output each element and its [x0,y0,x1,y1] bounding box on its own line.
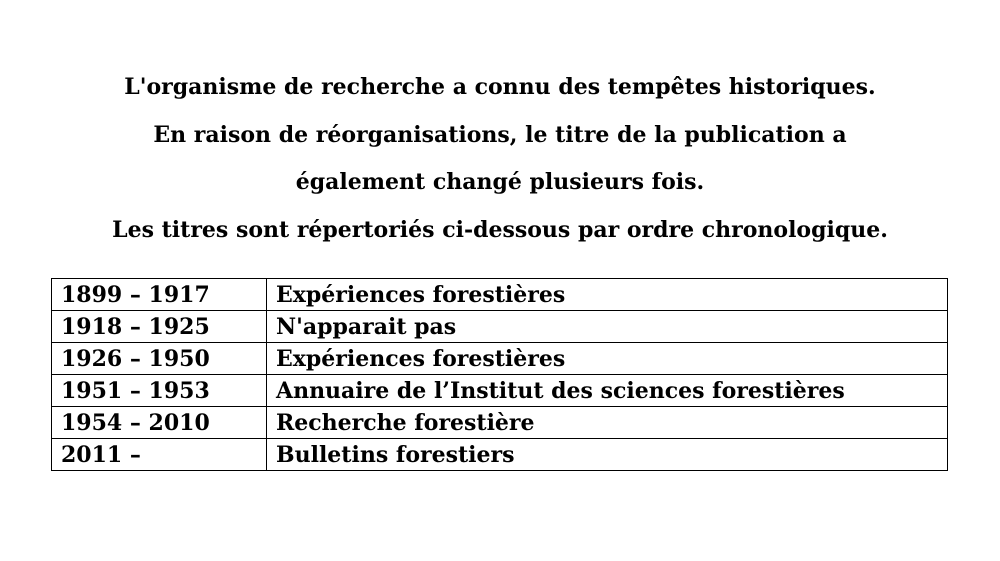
intro-line: Les titres sont répertoriés ci-dessous par ordre chronologique. [112,216,888,243]
period-cell: 1918 – 1925 [52,311,267,343]
intro-line: En raison de réorganisations, le titre de la publication a [153,121,847,148]
period-cell: 1954 – 2010 [52,407,267,439]
table-row [52,343,948,375]
title-cell: Bulletins forestiers [267,439,948,471]
period-cell: 1899 – 1917 [52,279,267,311]
title-cell: N'apparait pas [267,311,948,343]
table-row [52,279,948,311]
table-row [52,439,948,471]
table-row [52,375,948,407]
period-cell: 2011 – [52,439,267,471]
title-cell: Expériences forestières [267,343,948,375]
table-row [52,311,948,343]
intro-line: également changé plusieurs fois. [295,169,705,195]
title-cell: Recherche forestière [267,407,948,439]
title-cell: Expériences forestières [267,279,948,311]
period-cell: 1951 – 1953 [52,375,267,407]
publication-titles-table [51,278,948,471]
title-cell: Annuaire de l’Institut des sciences forestières [267,375,948,407]
period-cell: 1926 – 1950 [52,343,267,375]
intro-line: L'organisme de recherche a connu des tempêtes historiques. [124,74,876,100]
table-row [52,407,948,439]
intro-text [0,64,1000,254]
